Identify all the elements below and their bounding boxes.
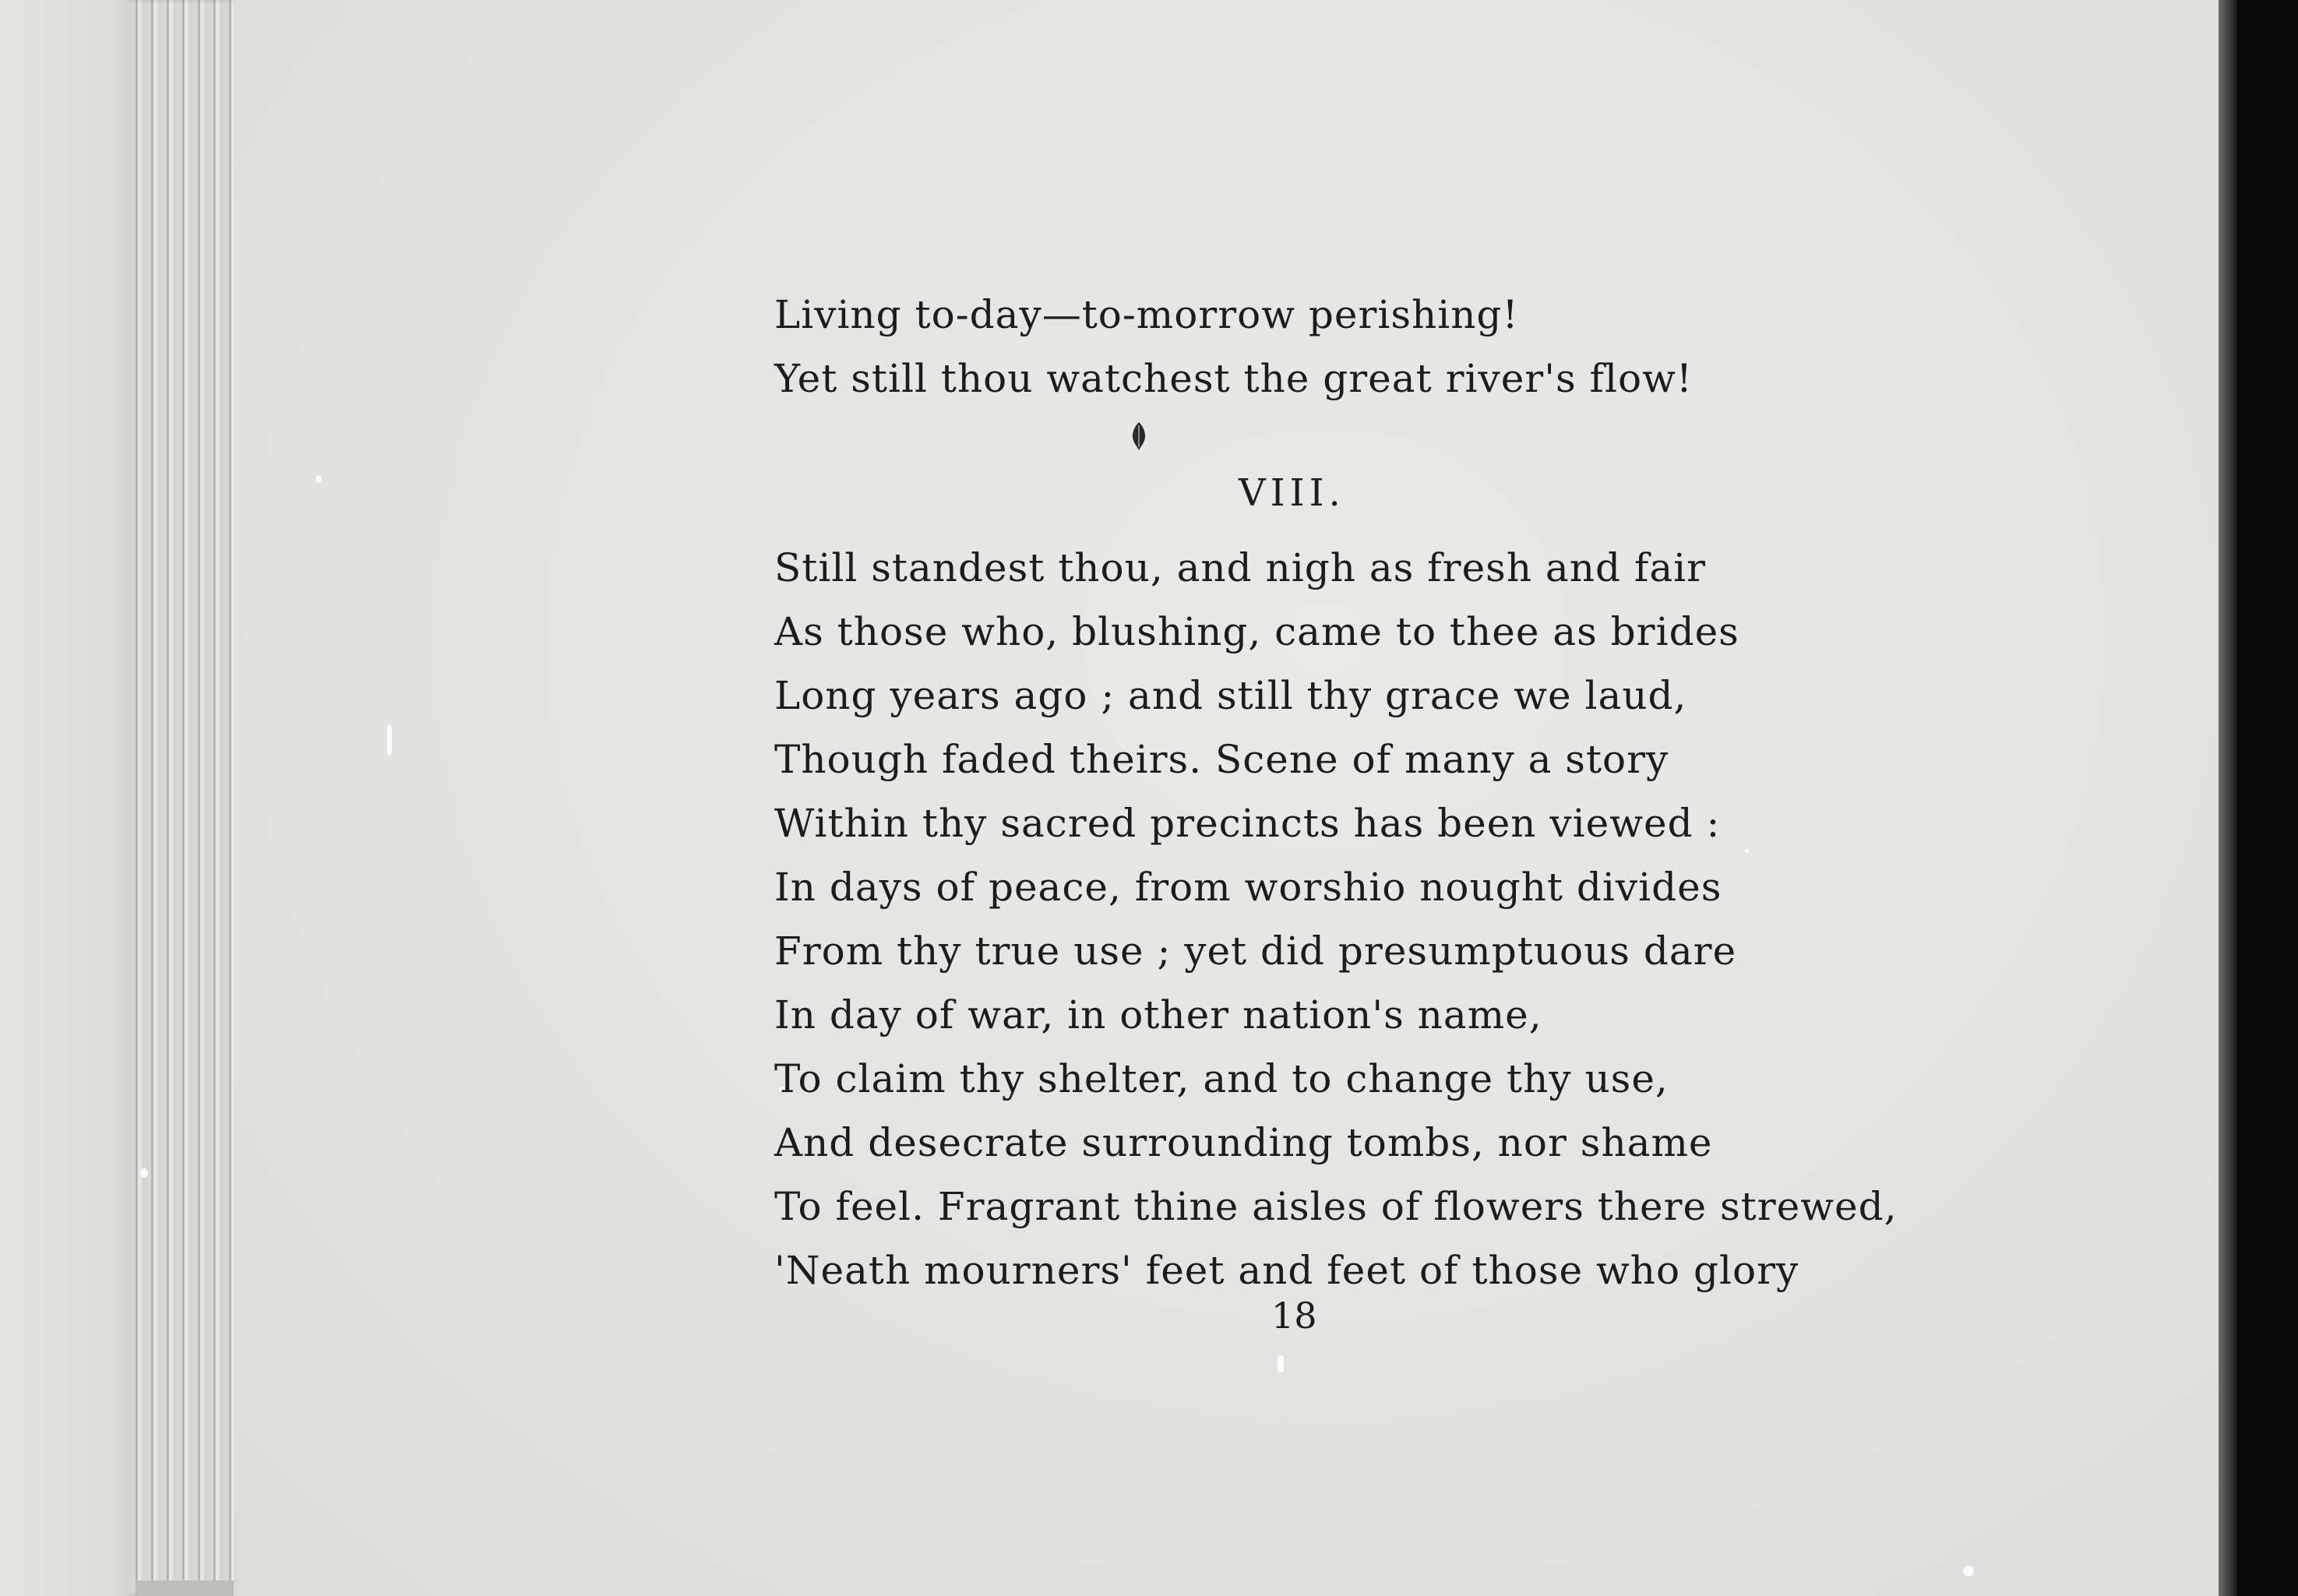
dust-speck [1278,1355,1284,1372]
verse-line: 'Neath mourners' feet and feet of those who glory [774,1248,1799,1293]
verse-line: Within thy sacred precincts has been viewed : [774,801,1721,846]
dust-speck [1963,1566,1974,1577]
verse-line: In days of peace, from worshio nought divides [774,865,1722,910]
verse-line: Though faded theirs. Scene of many a story [774,737,1669,782]
book-page [234,0,2219,1596]
verse-line: And desecrate surrounding tombs, nor shame [774,1120,1713,1165]
verse-line: From thy true use ; yet did presumptuous dare [774,928,1737,974]
verse-line: Long years ago ; and still thy grace we laud, [774,673,1687,718]
section-heading: VIII. [1239,471,1345,515]
dark-background [2237,0,2298,1596]
verse-line: Still standest thou, and nigh as fresh and fair [774,545,1707,590]
verse-line: To feel. Fragrant thine aisles of flowers there strewed, [774,1184,1898,1229]
dust-speck [1745,849,1749,853]
verse-line: In day of war, in other nation's name, [774,992,1542,1038]
leaf-ornament-icon [1130,421,1148,452]
verse-line: To claim thy shelter, and to change thy use, [774,1056,1669,1101]
dust-speck [315,475,322,483]
dust-speck [140,1168,148,1178]
page-stack-edges [129,0,245,1596]
page-right-edge [2219,0,2237,1596]
dust-speck [387,724,392,756]
verse-line: Yet still thou watchest the great river's flow! [774,356,1693,401]
verse-line: As those who, blushing, came to thee as brides [774,609,1739,654]
verse-line: Living to-day—to-morrow perishing! [774,292,1519,337]
page-number: 18 [1271,1295,1317,1337]
left-margin [0,0,139,1596]
